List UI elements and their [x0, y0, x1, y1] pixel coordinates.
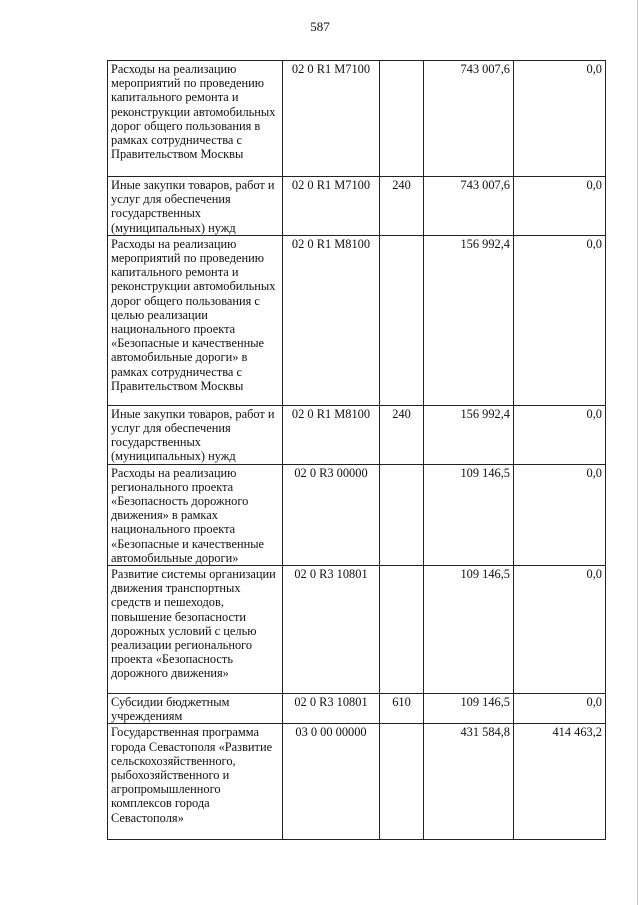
- amount-year-2: 0,0: [514, 464, 606, 565]
- expense-type-code: [380, 464, 424, 565]
- expense-name: Расходы на реализацию регионального проекта «Безопасность дорожного движения» в рамках национального проекта «Безопасные и качественные автомобильные дороги»: [108, 464, 283, 565]
- expense-type-code: 610: [380, 694, 424, 724]
- page-number: 587: [310, 19, 330, 34]
- expense-name: Государственная программа города Севастополя «Развитие сельскохозяйственного, рыбохозяйственного и агропромышленного комплексов города Севастополя»: [108, 724, 283, 840]
- amount-year-2: 0,0: [514, 177, 606, 236]
- target-article-code: 02 0 R3 10801: [283, 566, 380, 694]
- amount-year-1: 431 584,8: [424, 724, 514, 840]
- amount-year-1: 156 992,4: [424, 405, 514, 464]
- amount-year-2: 0,0: [514, 566, 606, 694]
- expense-name: Развитие системы организации движения транспортных средств и пешеходов, повышение безопасности дорожных условий с целью реализации регионального проекта «Безопасность дорожного движения»: [108, 566, 283, 694]
- amount-year-1: 743 007,6: [424, 61, 514, 177]
- budget-table: [107, 60, 606, 840]
- table-row: [108, 694, 606, 724]
- amount-year-1: 109 146,5: [424, 694, 514, 724]
- target-article-code: 02 0 R1 M8100: [283, 235, 380, 405]
- expense-type-code: 240: [380, 405, 424, 464]
- amount-year-1: 109 146,5: [424, 566, 514, 694]
- expense-type-code: [380, 235, 424, 405]
- amount-year-1: 156 992,4: [424, 235, 514, 405]
- expense-type-code: [380, 566, 424, 694]
- expense-type-code: [380, 724, 424, 840]
- target-article-code: 03 0 00 00000: [283, 724, 380, 840]
- expense-name: Субсидии бюджетным учреждениям: [108, 694, 283, 724]
- expense-name: Иные закупки товаров, работ и услуг для обеспечения государственных (муниципальных) нужд: [108, 405, 283, 464]
- amount-year-2: 0,0: [514, 235, 606, 405]
- target-article-code: 02 0 R1 M8100: [283, 405, 380, 464]
- target-article-code: 02 0 R3 00000: [283, 464, 380, 565]
- table-row: [108, 235, 606, 405]
- table-row: [108, 177, 606, 236]
- expense-type-code: 240: [380, 177, 424, 236]
- target-article-code: 02 0 R3 10801: [283, 694, 380, 724]
- table-row: [108, 566, 606, 694]
- target-article-code: 02 0 R1 M7100: [283, 61, 380, 177]
- amount-year-2: 0,0: [514, 405, 606, 464]
- amount-year-1: 109 146,5: [424, 464, 514, 565]
- expense-type-code: [380, 61, 424, 177]
- target-article-code: 02 0 R1 M7100: [283, 177, 380, 236]
- expense-name: Иные закупки товаров, работ и услуг для обеспечения государственных (муниципальных) нужд: [108, 177, 283, 236]
- amount-year-1: 743 007,6: [424, 177, 514, 236]
- table-row: [108, 464, 606, 565]
- table-row: [108, 724, 606, 840]
- table-row: [108, 405, 606, 464]
- amount-year-2: 0,0: [514, 694, 606, 724]
- expense-name: Расходы на реализацию мероприятий по проведению капитального ремонта и реконструкции автомобильных дорог общего пользования с целью реализации национального проекта «Безопасные и качественные автомобильные дороги» в рамках сотрудничества с Правительством Москвы: [108, 235, 283, 405]
- expense-name: Расходы на реализацию мероприятий по проведению капитального ремонта и реконструкции автомобильных дорог общего пользования в рамках сотрудничества с Правительством Москвы: [108, 61, 283, 177]
- amount-year-2: 0,0: [514, 61, 606, 177]
- scan-edge-line: [637, 0, 638, 905]
- amount-year-2: 414 463,2: [514, 724, 606, 840]
- table-row: [108, 61, 606, 177]
